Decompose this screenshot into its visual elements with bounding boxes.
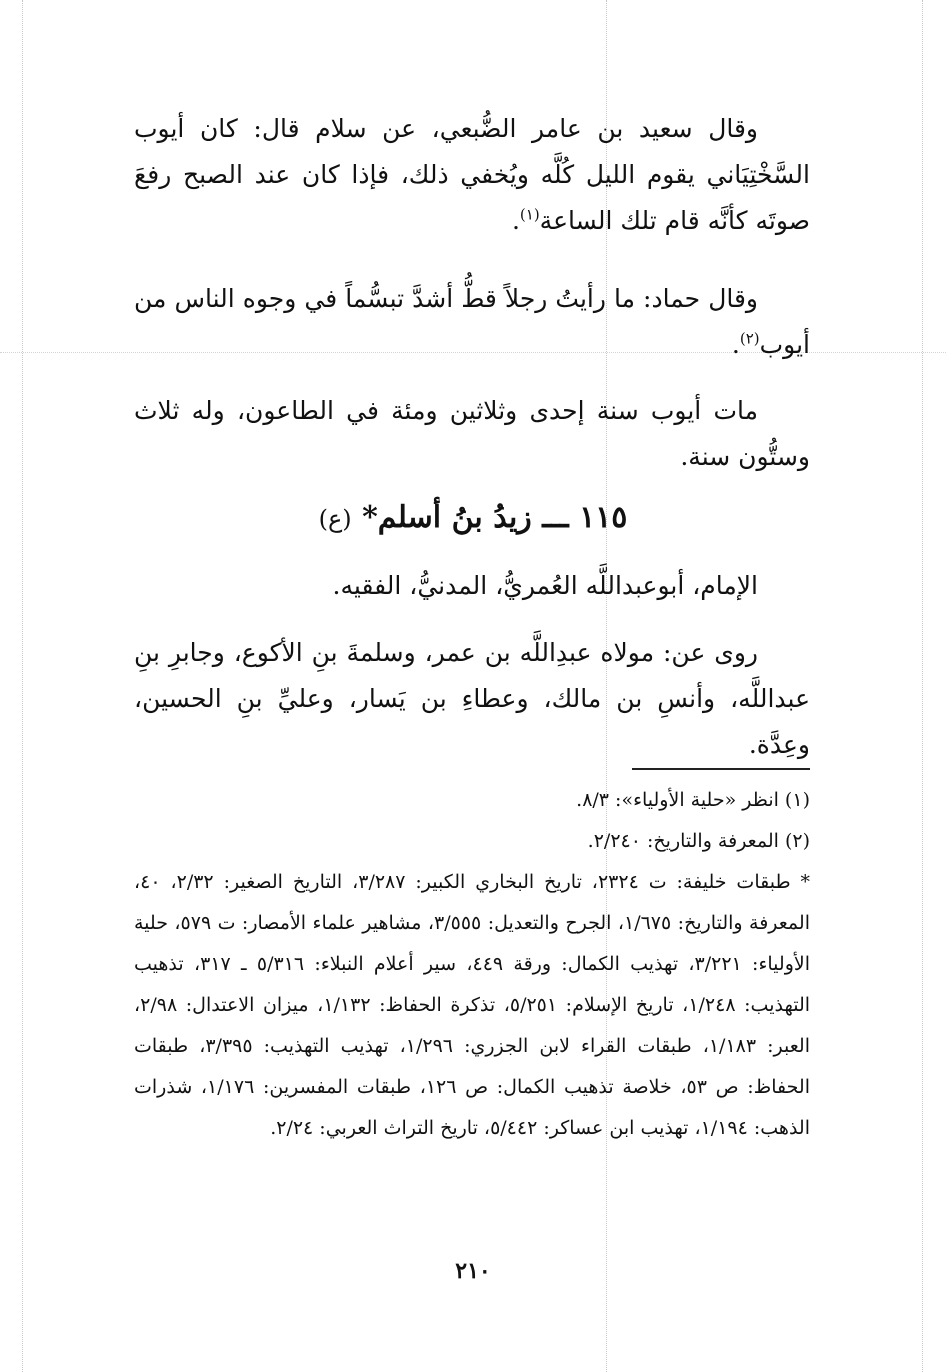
entry-narrated: [134, 630, 810, 768]
entry-number: ١١٥ ـــ: [542, 500, 628, 535]
paragraph-2-text: وقال حماد: ما رأيتُ رجلاً قطُّ أشدَّ تبسُّماً في وجوه الناس من أيوب: [134, 284, 810, 359]
footnote-2: (٢) المعرفة والتاريخ: ٢/٢٤٠.: [587, 830, 810, 852]
footnote-separator: [632, 768, 810, 770]
paragraph-1-text: وقال سعيد بن عامر الضُّبعي، عن سلام قال: كان أيوب السَّخْتِيَاني يقوم الليل كُلَّه ويُخفي ذلك، فإذا كان عند الصبح رفعَ صوتَه كأنَّه قام تلك الساعة: [134, 114, 810, 235]
entry-code: (ع): [318, 505, 352, 533]
entry-narrated-text: روى عن: مولاه عبدِاللَّه بن عمر، وسلمةَ بنِ الأكوع، وجابرِ بنِ عبداللَّه، وأنسِ بن مالك، وعطاءِ بن يَسار، وعليِّ بنِ الحسين، وعِدَّة.: [134, 638, 810, 759]
paragraph-3: [134, 388, 810, 480]
entry-heading: [0, 500, 946, 535]
footnote-ref-2[interactable]: (٢): [739, 329, 760, 348]
paragraph-1-end: .: [511, 206, 520, 235]
page-number: ٢١٠: [455, 1258, 491, 1284]
footnote-sources: * طبقات خليفة: ت ٢٣٢٤، تاريخ البخاري الكبير: ٣/٢٨٧، التاريخ الصغير: ٢/٣٢، ٤٠، المعرفة والتاريخ: ١/٦٧٥، الجرح والتعديل: ٣/٥٥٥، مشاهير علماء الأمصار: ت ٥٧٩، حلية الأولياء: ٣/٢٢١، تهذيب الكمال: ورقة ٤٤٩، سير أعلام النبلاء: ٥/٣١٦ ـ ٣١٧، تذهيب التهذيب: ١/٢٤٨، تاريخ الإسلام: ٥/٢٥١، تذكرة الحفاظ: ١/١٣٢، ميزان الاعتدال: ٢/٩٨، العبر: ١/١٨٣، طبقات القراء لابن الجزري: ١/٢٩٦، تهذيب التهذيب: ٣/٣٩٥، طبقات الحفاظ: ص ٥٣، خلاصة تذهيب الكمال: ص ١٢٦، طبقات المفسرين: ١/١٧٦، شذرات الذهب: ١/١٩٤، تهذيب ابن عساكر: ٥/٤٤٢، تاريخ التراث العربي: ٢/٢٤.: [134, 871, 811, 1139]
entry-description: [134, 563, 810, 609]
entry-title: زيدُ بنُ أسلم*: [362, 500, 532, 535]
footnote-ref-1[interactable]: (١): [519, 205, 540, 224]
paragraph-3-text: مات أيوب سنة إحدى وثلاثين ومئة في الطاعون، وله ثلاث وستُّون سنة.: [134, 396, 810, 471]
footnote-1: (١) انظر «حلية الأولياء»: ٨/٣.: [576, 789, 810, 811]
guide-line: [922, 0, 923, 1372]
guide-line: [22, 0, 23, 1372]
paragraph-2: [134, 276, 810, 368]
footnotes: [134, 780, 810, 1149]
paragraph-2-end: .: [731, 330, 740, 359]
entry-description-text: الإمام، أبوعبداللَّه العُمريُّ، المدنيُّ، الفقيه.: [332, 571, 758, 600]
paragraph-1: [134, 106, 810, 244]
